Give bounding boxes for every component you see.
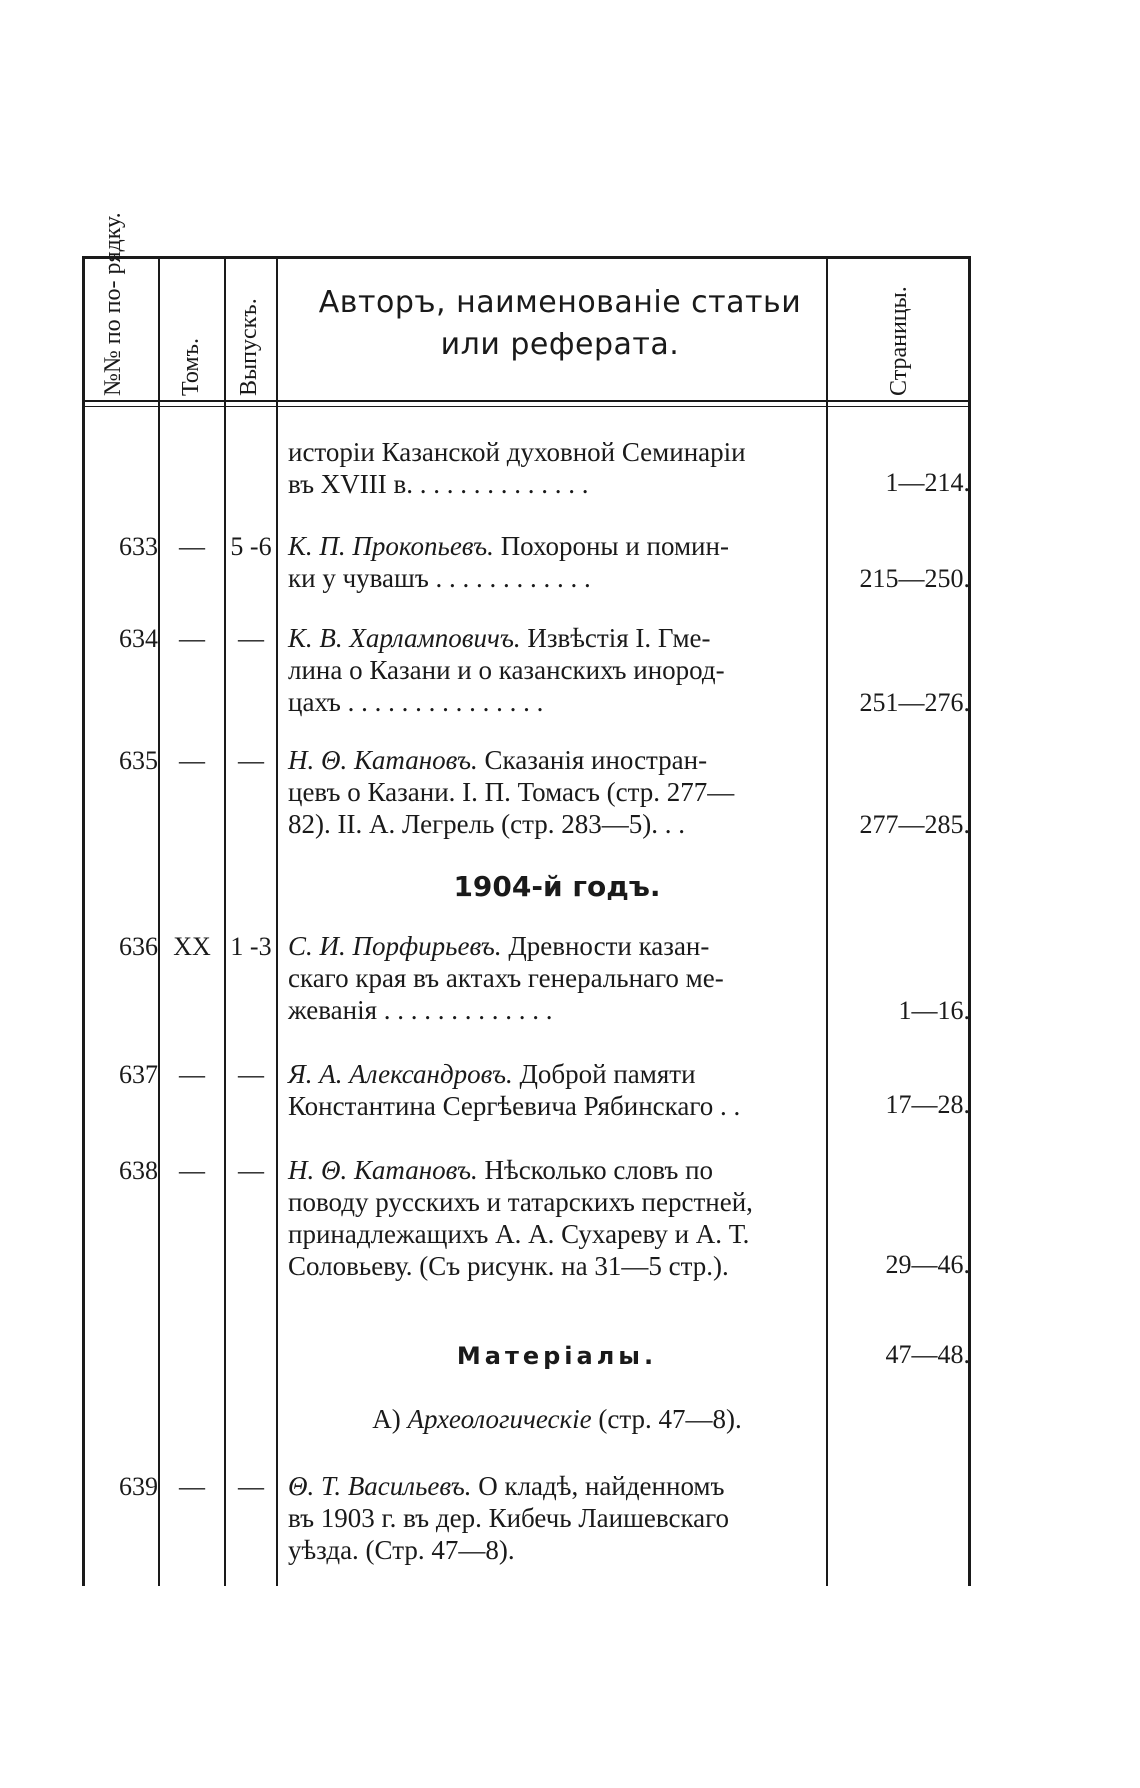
entry-line: Древности казан- [501,931,710,961]
entry-author: С. И. Порфирьевъ. [288,931,502,961]
entry-text [288,436,826,500]
materials-heading: Матеріалы. [456,1342,658,1370]
header-vypusk: Выпускъ. [236,298,262,396]
header-num: №№ по по- рядку. [100,212,126,396]
entry-line: цевъ о Казани. І. П. Томасъ (стр. 277— [288,777,735,807]
entry-pages: 215—250. [859,564,970,593]
year-heading: 1904-й годъ. [453,870,661,903]
entry-vypusk: — [238,1472,264,1501]
entry-line: въ 1903 г. въ дер. Кибечь Лаишевскаго [288,1503,730,1533]
col-divider-num [158,256,160,1586]
entry-line: Соловьеву. (Съ рисунк. на 31—5 стр.). [288,1251,729,1281]
col-divider-title [826,256,828,1586]
entry-tom: — [179,1156,205,1185]
entry-line: исторіи Казанской духовной Семинаріи [288,437,746,467]
entry-number: 633 [119,532,158,561]
subsection-heading [288,1404,826,1435]
entry-author: Я. А. Александровъ. [288,1059,513,1089]
entry-text [288,530,826,594]
entry-line: ки у чувашъ . . . . . . . . . . . . [288,563,591,593]
entry-text [288,1058,826,1122]
entry-line: жеванія . . . . . . . . . . . . . [288,995,553,1025]
header-title-line1: Авторъ, наименованіе статьи [318,285,802,320]
entry-text [288,1470,826,1566]
entry-text [288,622,826,718]
entry-vypusk: — [238,624,264,653]
entry-tom: — [179,532,205,561]
table-top-rule [82,256,970,259]
entry-line: Похороны и помин- [493,531,729,561]
entry-line: О кладѣ, найденномъ [471,1471,725,1501]
entry-line: въ XVIII в. . . . . . . . . . . . . . [288,469,589,499]
header-pages: Страницы. [886,286,912,396]
materials-pages: 47—48. [885,1340,970,1369]
entry-line: уѣзда. (Стр. 47—8). [288,1535,515,1565]
entry-tom: XX [173,932,211,961]
entry-number: 636 [119,932,158,961]
entry-pages: 1—16. [898,996,970,1025]
entry-number: 638 [119,1156,158,1185]
entry-vypusk: — [238,1156,264,1185]
entry-vypusk: — [238,746,264,775]
header-bottom-rule-2 [82,406,970,407]
header-title-line2: или реферата. [440,327,680,362]
entry-number: 635 [119,746,158,775]
header-bottom-rule [82,400,970,402]
table-right-border [968,256,971,1586]
entry-author: К. В. Харламповичъ. [288,623,521,653]
entry-number: 639 [119,1472,158,1501]
entry-number: 634 [119,624,158,653]
entry-text [288,930,826,1026]
entry-line: Сказанія иностран- [477,745,708,775]
entry-pages: 251—276. [859,688,970,717]
entry-tom: — [179,746,205,775]
entry-author: Н. Θ. Катановъ. [288,1155,478,1185]
entry-line: скаго края въ актахъ генеральнаго ме- [288,963,724,993]
entry-vypusk: — [238,1060,264,1089]
col-divider-vyp [276,256,278,1586]
entry-line: Константина Сергѣевича Рябинскаго . . [288,1091,741,1121]
header-title [285,282,835,366]
table-left-border [82,256,85,1586]
entry-vypusk: 1 -3 [230,932,272,961]
entry-line: 82). II. А. Легрель (стр. 283—5). . . [288,809,686,839]
entry-pages: 277—285. [859,810,970,839]
entry-author: К. П. Прокопьевъ. [288,531,494,561]
entry-line: лина о Казани и о казанскихъ инород- [288,655,725,685]
entry-tom: — [179,1060,205,1089]
entry-pages: 29—46. [885,1250,970,1279]
entry-line: принадлежащихъ А. А. Сухареву и А. Т. [288,1219,750,1249]
header-tom: Томъ. [178,338,204,396]
entry-author: Θ. Т. Васильевъ. [288,1471,472,1501]
col-divider-tom [224,256,226,1586]
entry-author: Н. Θ. Катановъ. [288,745,478,775]
entry-pages: 1—214. [885,468,970,497]
subsection-suffix: (стр. 47—8). [591,1404,742,1434]
entry-tom: — [179,624,205,653]
entry-line: Доброй памяти [512,1059,696,1089]
entry-text [288,744,826,840]
subsection-italic: Археологическіе [407,1404,592,1434]
subsection-prefix: А) [372,1404,408,1434]
entry-pages: 17—28. [885,1090,970,1119]
entry-number: 637 [119,1060,158,1089]
entry-tom: — [179,1472,205,1501]
entry-line: поводу русскихъ и татарскихъ перстней, [288,1187,753,1217]
entry-text [288,1154,826,1282]
entry-vypusk: 5 -6 [230,532,272,561]
entry-line: Извѣстія І. Гме- [520,623,711,653]
entry-line: цахъ . . . . . . . . . . . . . . . [288,687,544,717]
entry-line: Нѣсколько словъ по [477,1155,714,1185]
